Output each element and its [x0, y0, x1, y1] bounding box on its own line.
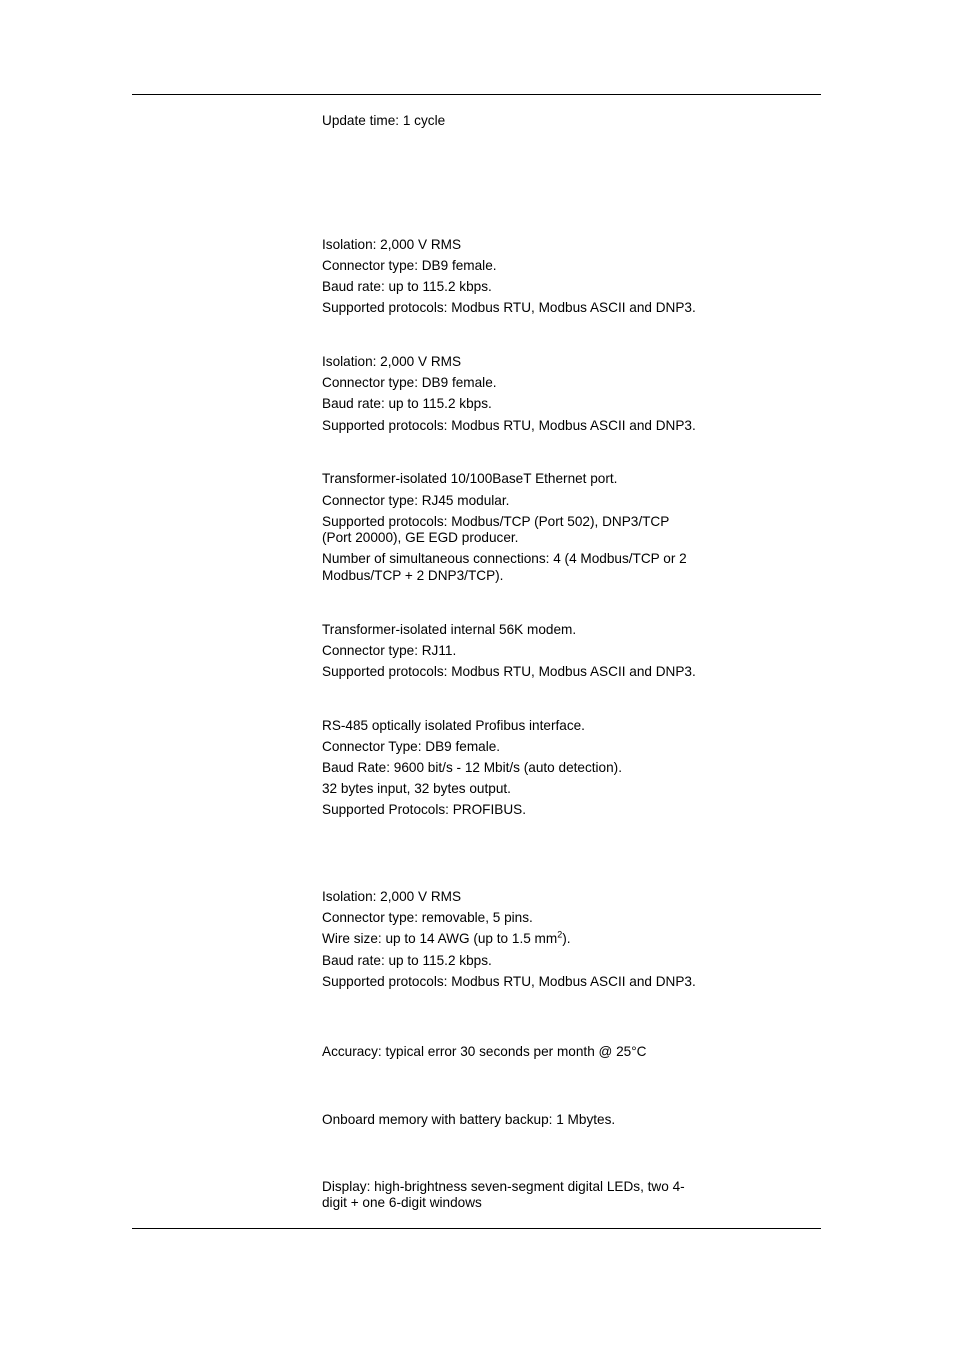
profibus-connector: Connector Type: DB9 female. [322, 739, 501, 754]
ethernet-protocols-line2: (Port 20000), GE EGD producer. [322, 530, 519, 545]
modem-description: Transformer-isolated internal 56K modem. [322, 622, 577, 637]
com1-connector: Connector type: DB9 female. [322, 258, 497, 273]
profibus-interface: RS-485 optically isolated Profibus interface. [322, 718, 585, 733]
com1-isolation: Isolation: 2,000 V RMS [322, 237, 462, 252]
memory-description: Onboard memory with battery backup: 1 Mbytes. [322, 1112, 616, 1127]
profibus-io: 32 bytes input, 32 bytes output. [322, 781, 511, 796]
ethernet-protocols-line1: Supported protocols: Modbus/TCP (Port 502), DNP3/TCP [322, 514, 670, 529]
update-time: Update time: 1 cycle [322, 113, 446, 128]
ethernet-connections-line1: Number of simultaneous connections: 4 (4 Modbus/TCP or 2 [322, 551, 687, 566]
footer-rule [132, 1228, 821, 1229]
ethernet-port: Transformer-isolated 10/100BaseT Ethernet port. [322, 471, 618, 486]
com2-protocols: Supported protocols: Modbus RTU, Modbus ASCII and DNP3. [322, 418, 696, 433]
wire-size-superscript: 2 [557, 929, 563, 940]
wire-size-text: Wire size: up to 14 AWG (up to 1.5 mm [322, 931, 558, 946]
com1-baud: Baud rate: up to 115.2 kbps. [322, 279, 492, 294]
display-line2: digit + one 6-digit windows [322, 1195, 482, 1210]
display-line1: Display: high-brightness seven-segment digital LEDs, two 4- [322, 1179, 685, 1194]
ethernet-connector: Connector type: RJ45 modular. [322, 493, 510, 508]
clock-accuracy: Accuracy: typical error 30 seconds per month @ 25°C [322, 1044, 647, 1059]
rs485-wire-size [322, 931, 742, 947]
modem-connector: Connector type: RJ11. [322, 643, 457, 658]
rs485-protocols: Supported protocols: Modbus RTU, Modbus ASCII and DNP3. [322, 974, 696, 989]
rs485-isolation: Isolation: 2,000 V RMS [322, 889, 462, 904]
profibus-baud: Baud Rate: 9600 bit/s - 12 Mbit/s (auto detection). [322, 760, 622, 775]
com2-connector: Connector type: DB9 female. [322, 375, 497, 390]
rs485-connector: Connector type: removable, 5 pins. [322, 910, 533, 925]
ethernet-connections-line2: Modbus/TCP + 2 DNP3/TCP). [322, 568, 504, 583]
wire-size-suffix: ). [562, 931, 571, 946]
header-rule [132, 94, 821, 95]
com2-isolation: Isolation: 2,000 V RMS [322, 354, 462, 369]
com2-baud: Baud rate: up to 115.2 kbps. [322, 396, 492, 411]
rs485-baud: Baud rate: up to 115.2 kbps. [322, 953, 492, 968]
modem-protocols: Supported protocols: Modbus RTU, Modbus ASCII and DNP3. [322, 664, 696, 679]
com1-protocols: Supported protocols: Modbus RTU, Modbus ASCII and DNP3. [322, 300, 696, 315]
profibus-protocols: Supported Protocols: PROFIBUS. [322, 802, 526, 817]
